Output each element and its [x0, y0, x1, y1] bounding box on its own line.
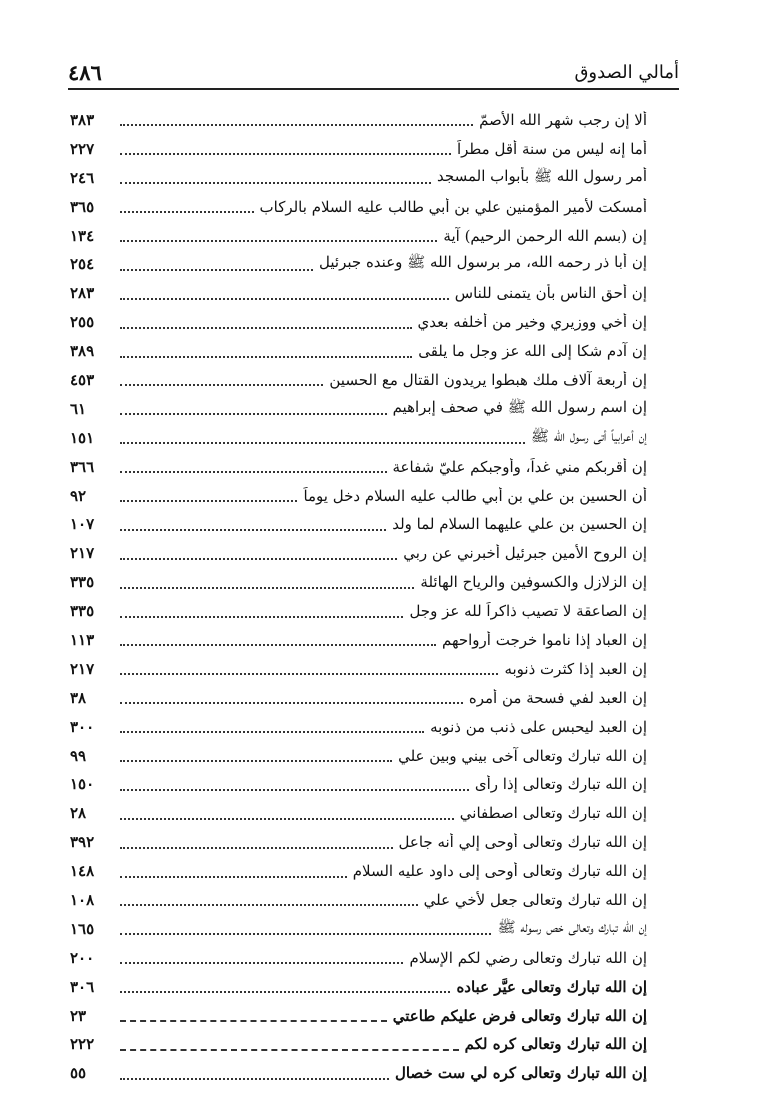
dot-leader [120, 499, 297, 502]
index-entry [70, 828, 647, 857]
index-list [70, 106, 647, 1088]
dot-leader [120, 383, 323, 386]
dot-leader [120, 586, 414, 589]
entry-text: إن أحق الناس بأن يتمنى للناس [454, 284, 647, 303]
dot-leader [120, 297, 449, 300]
entry-page-number: ٣٨ [70, 688, 87, 707]
entry-text: إن الله تبارك وتعالى خص رسوله ﷺ [497, 917, 647, 936]
index-entry [70, 222, 647, 251]
index-entry [70, 424, 647, 453]
entry-page-number: ٢٨ [70, 804, 87, 823]
entry-page-number: ٤٥٣ [70, 370, 95, 389]
entry-text: إن اسم رسول الله ﷺ في صحف إبراهيم [392, 397, 647, 416]
page-number: ٤٨٦ [68, 60, 102, 85]
entry-page-number: ٩٩ [70, 746, 87, 765]
index-entry [70, 799, 647, 828]
dot-leader [120, 990, 450, 993]
entry-page-number: ٣٨٣ [70, 110, 95, 129]
dot-leader [120, 412, 387, 415]
entry-page-number: ٢٥٤ [70, 255, 95, 274]
entry-text: أمر رسول الله ﷺ بأبواب المسجد [437, 166, 647, 185]
index-entry [70, 1059, 647, 1088]
entry-page-number: ٩٢ [70, 486, 87, 505]
entry-text: إن أبا ذر رحمه الله، مر برسول الله ﷺ وعنده جبرئيل [319, 253, 647, 272]
dot-leader [120, 181, 431, 184]
entry-text: إن الله تبارك وتعالى جعل لأخي علي [423, 890, 647, 909]
entry-page-number: ٣٠٦ [70, 977, 95, 996]
dot-leader [120, 441, 525, 444]
dot-leader [120, 846, 393, 849]
dot-leader [120, 1048, 459, 1051]
entry-page-number: ١٣٤ [70, 226, 95, 245]
dot-leader [120, 672, 498, 675]
entry-page-number: ٦١ [70, 399, 87, 418]
dot-leader [120, 326, 412, 329]
index-entry [70, 944, 647, 973]
entry-page-number: ٢٢٧ [70, 139, 95, 158]
entry-text: إن الله تبارك وتعالى فرض عليكم طاعتي [392, 1006, 647, 1025]
entry-text: إن الله تبارك وتعالى آخى بيني وبين علي [398, 746, 647, 765]
entry-page-number: ٢٠٠ [70, 948, 95, 967]
entry-text: إن العبد إذا كثرت ذنوبه [504, 659, 647, 678]
dot-leader [120, 210, 254, 213]
dot-leader [120, 961, 403, 964]
index-entry [70, 568, 647, 597]
entry-page-number: ٣٣٥ [70, 602, 95, 621]
index-entry [70, 279, 647, 308]
entry-page-number: ٣٦٦ [70, 457, 95, 476]
index-entry [70, 1002, 647, 1031]
entry-text: إن أخي ووزيري وخير من أخلفه بعدي [417, 313, 647, 332]
entry-text: إن الروح الأمين جبرئيل أخبرني عن ربي [403, 544, 647, 563]
index-entry [70, 770, 647, 799]
entry-page-number: ١١٣ [70, 630, 95, 649]
dot-leader [120, 759, 392, 762]
entry-text: إن الله تبارك وتعالى كره لكم [464, 1035, 647, 1054]
index-entry [70, 193, 647, 222]
entry-text: أمسكت لأمير المؤمنين علي بن أبي طالب عليه السلام بالركاب [259, 197, 647, 216]
entry-page-number: ١٦٥ [70, 919, 95, 938]
index-entry [70, 482, 647, 511]
dot-leader [120, 615, 403, 618]
index-entry [70, 308, 647, 337]
index-entry [70, 857, 647, 886]
entry-text: إن الله تبارك وتعالى أوحى إلي أنه جاعل [398, 833, 647, 852]
index-entry [70, 164, 647, 193]
dot-leader [120, 1019, 387, 1022]
index-entry [70, 742, 647, 771]
entry-text: إن الله تبارك وتعالى عيَّر عباده [456, 977, 647, 996]
entry-page-number: ٣٩٢ [70, 833, 95, 852]
index-entry [70, 366, 647, 395]
index-entry [70, 395, 647, 424]
entry-page-number: ٢٣ [70, 1006, 87, 1025]
entry-page-number: ١٥٠ [70, 775, 95, 794]
entry-text: إن العباد إذا ناموا خرجت أرواحهم [441, 630, 647, 649]
index-entry [70, 453, 647, 482]
entry-page-number: ٢٤٦ [70, 168, 95, 187]
dot-leader [120, 875, 347, 878]
dot-leader [120, 470, 387, 473]
entry-text: إن أقربكم مني غداً، وأوجبكم عليّ شفاعة [392, 457, 647, 476]
entry-text: إن أربعة آلاف ملك هبطوا يريدون القتال مع الحسين [329, 370, 647, 389]
dot-leader [120, 701, 463, 704]
index-entry [70, 684, 647, 713]
index-entry [70, 510, 647, 539]
entry-text: إن العبد لفي فسحة من أمره [468, 688, 647, 707]
entry-page-number: ١٠٧ [70, 515, 95, 534]
entry-page-number: ٢١٧ [70, 544, 95, 563]
index-entry [70, 915, 647, 944]
entry-page-number: ٢٨٣ [70, 284, 95, 303]
index-entry [70, 135, 647, 164]
book-title: أمالي الصدوق [574, 62, 679, 83]
entry-text: إن الزلازل والكسوفين والرياح الهائلة [420, 573, 647, 592]
index-entry [70, 626, 647, 655]
dot-leader [120, 557, 397, 560]
entry-text: إن العبد ليحبس على ذنب من ذنوبه [430, 717, 647, 736]
dot-leader [120, 268, 313, 271]
entry-text: إن الله تبارك وتعالى اصطفاني [459, 804, 647, 823]
entry-text: إن الله تبارك وتعالى كره لي ست خصال [394, 1064, 647, 1083]
entry-page-number: ٣٦٥ [70, 197, 95, 216]
entry-text: إن الله تبارك وتعالى رضي لكم الإسلام [409, 948, 647, 967]
entry-text: إن (بسم الله الرحمن الرحيم) آية [443, 226, 647, 245]
index-entry [70, 597, 647, 626]
entry-page-number: ٣٠٠ [70, 717, 95, 736]
dot-leader [120, 730, 424, 733]
index-entry [70, 886, 647, 915]
entry-page-number: ٢٥٥ [70, 313, 95, 332]
entry-page-number: ١٠٨ [70, 890, 95, 909]
entry-page-number: ٢٢٢ [70, 1035, 95, 1054]
entry-text: إن أعرابياً أتى رسول الله ﷺ [530, 426, 647, 445]
dot-leader [120, 123, 473, 126]
entry-text: إن الصاعقة لا تصيب ذاكراً لله عز وجل [409, 602, 647, 621]
entry-text: أن الحسين بن علي بن أبي طالب عليه السلام دخل يوماً [303, 486, 647, 505]
entry-text: إن الله تبارك وتعالى إذا رأى [474, 775, 647, 794]
index-entry [70, 655, 647, 684]
dot-leader [120, 817, 454, 820]
entry-text: إن آدم شكا إلى الله عز وجل ما يلقى [418, 342, 647, 361]
entry-page-number: ٢١٧ [70, 659, 95, 678]
dot-leader [120, 1077, 389, 1080]
dot-leader [120, 239, 437, 242]
entry-text: أما إنه ليس من سنة أقل مطراً [456, 139, 647, 158]
entry-text: إن الحسين بن علي عليهما السلام لما ولد [392, 515, 647, 534]
index-entry [70, 539, 647, 568]
index-entry [70, 250, 647, 279]
entry-page-number: ٣٨٩ [70, 342, 95, 361]
dot-leader [120, 643, 436, 646]
index-entry [70, 973, 647, 1002]
index-entry [70, 713, 647, 742]
index-entry [70, 106, 647, 135]
dot-leader [120, 152, 451, 155]
dot-leader [120, 903, 418, 906]
dot-leader [120, 528, 386, 531]
entry-page-number: ١٥١ [70, 428, 95, 447]
index-entry [70, 337, 647, 366]
entry-page-number: ٥٥ [70, 1064, 87, 1083]
page-header [68, 54, 679, 90]
entry-page-number: ١٤٨ [70, 862, 95, 881]
dot-leader [120, 788, 469, 791]
entry-text: إن الله تبارك وتعالى أوحى إلى داود عليه السلام [352, 862, 647, 881]
dot-leader [120, 355, 412, 358]
dot-leader [120, 932, 491, 935]
index-entry [70, 1031, 647, 1060]
entry-page-number: ٣٣٥ [70, 573, 95, 592]
entry-text: ألا إن رجب شهر الله الأصمّ [479, 110, 647, 129]
